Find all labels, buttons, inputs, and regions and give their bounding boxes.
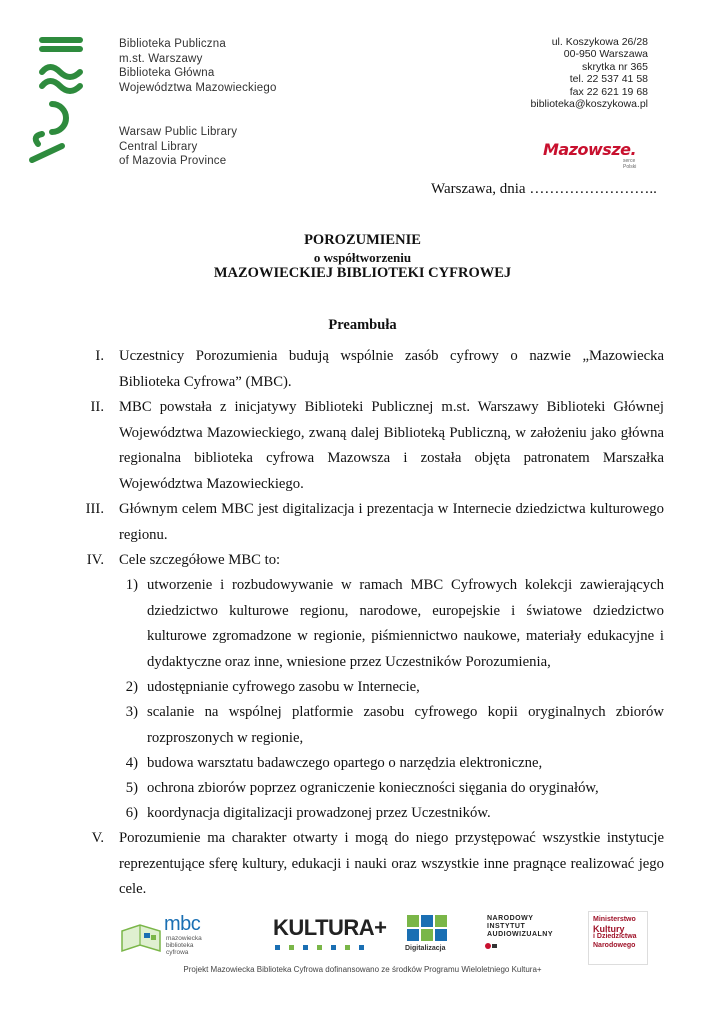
ministry-logo-text — [593, 916, 637, 950]
text-line: dziedzictwo kulturowe regionu, narodowe, europejskie i światowe dziedzictwo — [147, 602, 664, 619]
text-line: Głównym celem MBC jest digitalizacja i prezentacja w Internecie dziedzictwa kulturowego — [119, 501, 664, 517]
address-block — [531, 36, 648, 110]
mbc-subtitle-line: mazowiecka — [166, 935, 202, 942]
nina-logo-line: AUDIOWIZUALNY — [487, 931, 553, 938]
ministry-logo-line: Narodowego — [593, 941, 636, 949]
ministry-logo-line: Kultury — [593, 923, 625, 934]
goal-number: 1) — [125, 577, 138, 593]
section-text — [119, 344, 664, 395]
library-name-pl-line: Biblioteka Publiczna — [119, 38, 226, 50]
text-line: MBC powstała z inicjatywy Biblioteki Publicznej m.st. Warszawy Biblioteki Głównej — [119, 399, 664, 415]
goal-text — [147, 573, 664, 675]
section-number: IV. — [86, 552, 104, 568]
text-line: cele. — [119, 881, 147, 897]
text-line: dydaktyczne oraz inne, wniesione przez Uczestników Porozumienia, — [147, 653, 551, 670]
mbc-logo-subtitle — [166, 935, 202, 956]
goal-text — [147, 801, 664, 827]
library-name-pl-line: Biblioteka Główna — [119, 67, 215, 79]
library-name-en — [119, 125, 237, 169]
nina-logo-line: INSTYTUT — [487, 923, 526, 930]
section-number: III. — [85, 501, 104, 517]
text-line: Cele szczegółowe MBC to: — [119, 552, 281, 568]
text-line: budowa warsztatu badawczego opartego o narzędzia elektroniczne, — [147, 755, 543, 771]
section-number: I. — [95, 348, 104, 364]
date-line: Warszawa, dnia …………………….. — [431, 181, 657, 197]
document-title-name: MAZOWIECKIEJ BIBLIOTEKI CYFROWEJ — [213, 265, 512, 281]
text-line: Uczestnicy Porozumienia budują wspólnie zasób cyfrowy o nazwie „Mazowiecka — [119, 348, 664, 364]
text-line: regionalna biblioteka cyfrowa Mazowsza i została objęta patronatem Marszałka — [119, 450, 664, 466]
kultura-dots-icon — [275, 945, 375, 951]
library-name-pl — [119, 37, 277, 95]
funding-note: Projekt Mazowiecka Biblioteka Cyfrowa dofinansowano ze środków Programu Wieloletniego Kultura+ — [183, 965, 542, 974]
text-line: Porozumienie ma charakter otwarty i mogą do niego przystępować wszystkie instytucje — [119, 830, 664, 846]
digitalizacja-grid-icon — [407, 915, 449, 941]
address-line: 00-950 Warszawa — [563, 48, 648, 61]
text-line: scalanie na wspólnej platformie zasobu cyfrowego kopii oryginalnych zbiorów — [147, 704, 664, 720]
library-logo-mark — [24, 34, 86, 164]
goal-number: 3) — [125, 704, 138, 720]
address-line: fax 22 621 19 68 — [569, 85, 648, 98]
section-text — [119, 395, 664, 497]
mbc-logo — [120, 913, 210, 963]
text-line: utworzenie i rozbudowywanie w ramach MBC Cyfrowych kolekcji zawierających — [147, 577, 664, 593]
preamble-heading: Preambuła — [328, 317, 397, 333]
goal-number: 5) — [125, 780, 138, 796]
nina-logo-line: NARODOWY — [487, 915, 534, 922]
digitalizacja-logo — [405, 915, 455, 960]
section-number: II. — [90, 399, 104, 415]
text-line: ochrona zbiorów poprzez ograniczenie konieczności sięgania do oryginałów, — [147, 780, 599, 796]
library-name-en-line: Central Library — [119, 140, 198, 153]
ministry-logo-line: Ministerstwo — [593, 916, 636, 923]
goal-text — [147, 675, 664, 701]
goal-number: 4) — [125, 755, 138, 771]
kultura-plus-text: KULTURA+ — [273, 915, 387, 940]
mbc-logo-text: mbc — [164, 913, 201, 935]
library-name-pl-line: Województwa Mazowieckiego — [119, 81, 277, 94]
section-text — [119, 497, 664, 548]
mazowsze-tagline: serce Polski — [623, 158, 637, 170]
library-name-en-line: Warsaw Public Library — [119, 126, 238, 138]
nina-logo — [487, 915, 553, 939]
goal-text — [147, 700, 664, 751]
text-line: rozproszonych w regionie, — [147, 729, 304, 746]
text-line: Biblioteka Cyfrowa” (MBC). — [119, 373, 292, 390]
goal-number: 6) — [125, 805, 138, 821]
address-line: skrytka nr 365 — [582, 60, 648, 73]
goal-number: 2) — [125, 679, 138, 695]
email-link[interactable]: biblioteka@koszykowa.pl — [530, 98, 648, 111]
section-text — [119, 826, 664, 903]
nina-mark-icon — [484, 941, 498, 951]
text-line: Województwa Mazowieckiego, zwaną dalej Biblioteką Publiczną, w założeniu jako główna — [119, 424, 664, 441]
document-subtitle: o współtworzeniu — [313, 250, 412, 265]
text-line: koordynacja digitalizacji prowadzonej przez Uczestników. — [147, 805, 491, 821]
library-name-pl-line: m.st. Warszawy — [119, 52, 203, 65]
goal-text — [147, 776, 664, 802]
kultura-plus-logo — [273, 915, 387, 955]
address-line: tel. 22 537 41 58 — [569, 73, 648, 86]
mbc-subtitle-line: biblioteka — [166, 942, 194, 949]
ministry-logo-line: i Dziedzictwa — [593, 933, 637, 940]
digitalizacja-text: Digitalizacja — [405, 945, 446, 952]
mazowsze-logo — [543, 140, 643, 170]
text-line: udostępnianie cyfrowego zasobu w Internecie, — [147, 679, 420, 695]
ministry-logo — [588, 911, 648, 965]
section-number: V. — [91, 830, 104, 846]
mbc-book-icon — [120, 921, 162, 955]
mazowsze-logo-text: Mazowsze. — [543, 140, 637, 159]
text-line: regionu. — [119, 526, 168, 543]
text-line: Województwa Mazowieckiego. — [119, 475, 304, 492]
document-title: POROZUMIENIE — [304, 232, 421, 248]
text-line: kulturowe zgromadzone w regionie, piśmiennictwo naukowe, materiały edukacyjne i — [147, 628, 664, 644]
library-name-en-line: of Mazovia Province — [119, 155, 227, 167]
text-line: reprezentujące sferę kultury, edukacji i nauki oraz wszystkie inne pragnące realizować jego — [119, 855, 664, 872]
mbc-subtitle-line: cyfrowa — [166, 949, 189, 956]
address-line: ul. Koszykowa 26/28 — [551, 36, 648, 48]
section-text — [119, 548, 664, 574]
goal-text — [147, 751, 664, 777]
